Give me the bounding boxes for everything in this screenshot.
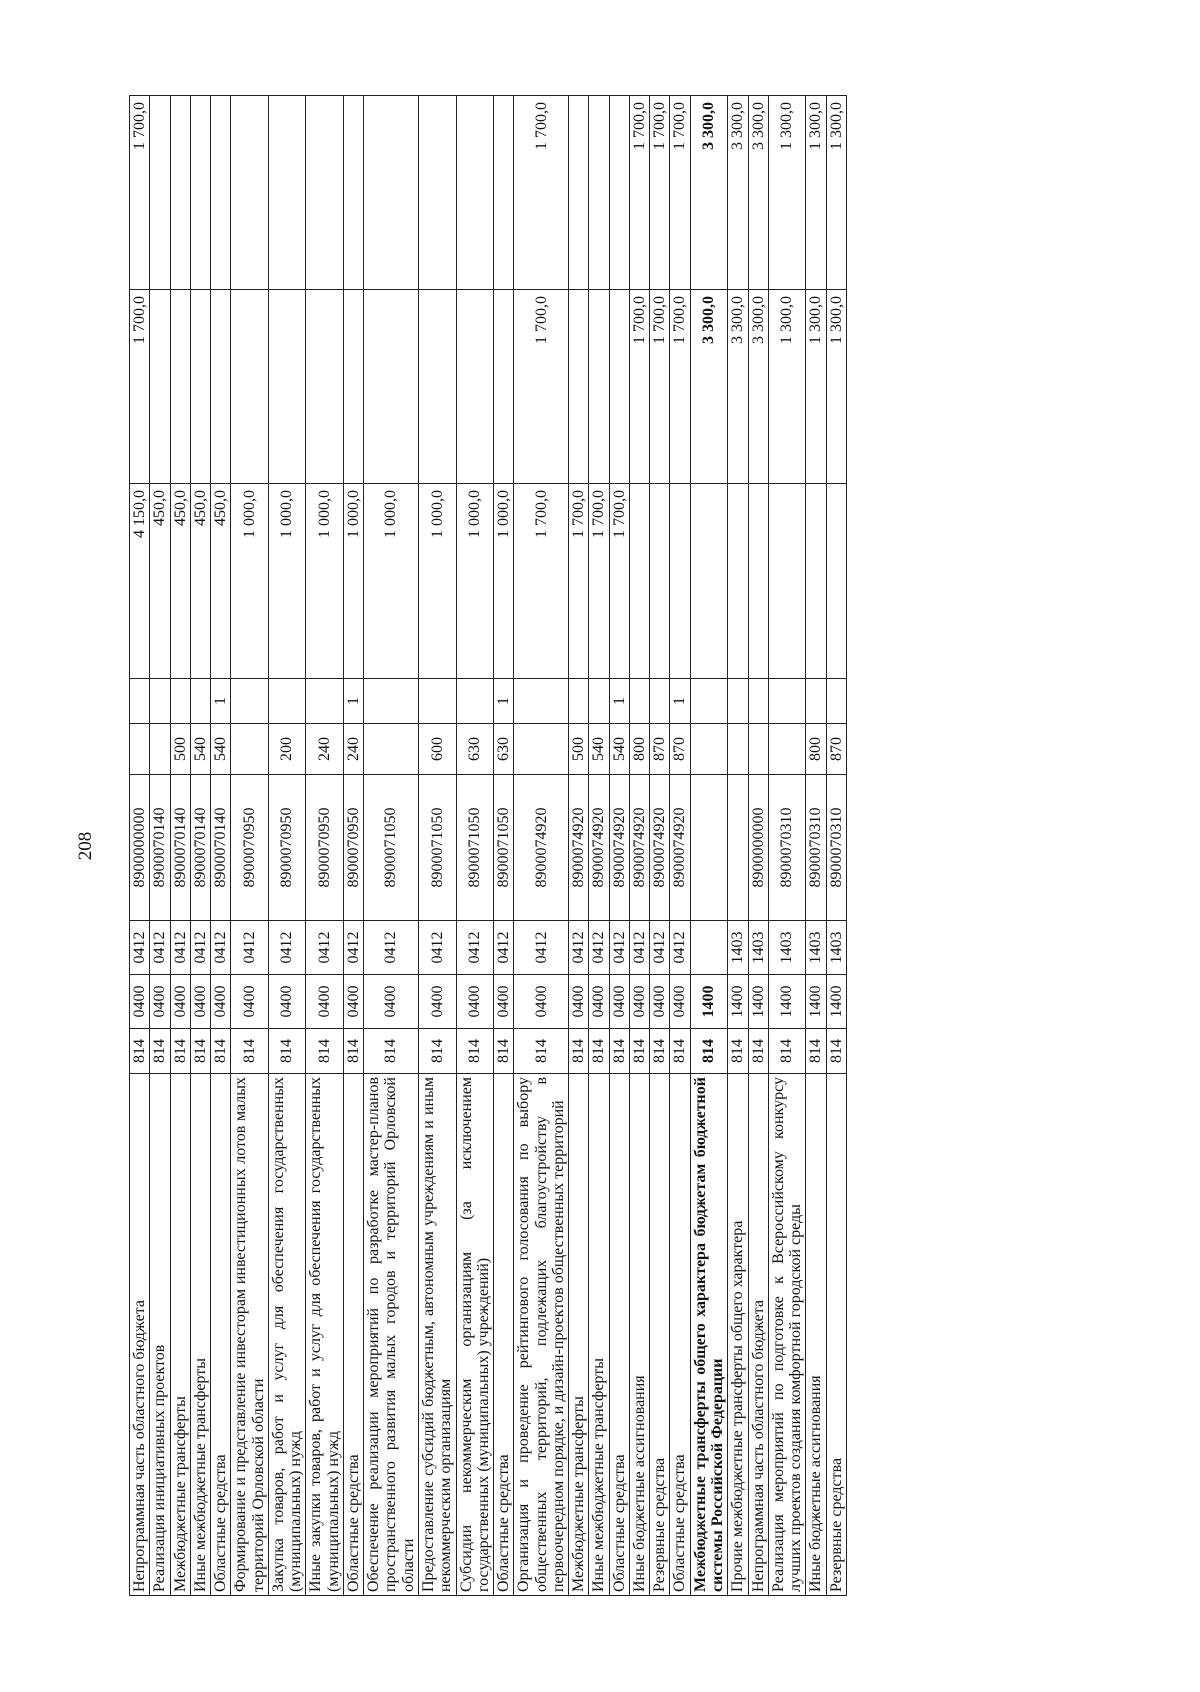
cell-name: Иные бюджетные ассигнования bbox=[806, 1074, 826, 1596]
cell-sum-2 bbox=[494, 290, 514, 484]
cell-sum-2 bbox=[231, 290, 269, 484]
cell-k bbox=[456, 679, 494, 724]
cell-vr: 240 bbox=[343, 724, 363, 775]
table-row bbox=[130, 96, 150, 1596]
cell-csr: 8900074920 bbox=[609, 775, 629, 921]
cell-vr: 240 bbox=[306, 724, 344, 775]
cell-sum-3: 1 300,0 bbox=[826, 96, 846, 290]
cell-k bbox=[768, 679, 806, 724]
cell-vr bbox=[690, 724, 728, 775]
cell-csr: 8900074920 bbox=[589, 775, 609, 921]
cell-name: Межбюджетные трансферты bbox=[569, 1074, 589, 1596]
table-row bbox=[806, 96, 826, 1596]
table-row bbox=[514, 96, 569, 1596]
cell-rz: 0400 bbox=[343, 975, 363, 1029]
cell-pr: 0412 bbox=[418, 921, 456, 975]
cell-vr: 500 bbox=[170, 724, 190, 775]
cell-csr: 8900000000 bbox=[748, 775, 768, 921]
table-row bbox=[728, 96, 748, 1596]
cell-rz: 0400 bbox=[190, 975, 210, 1029]
cell-rz: 0400 bbox=[170, 975, 190, 1029]
cell-gr: 814 bbox=[150, 1029, 170, 1074]
cell-rz: 0400 bbox=[364, 975, 419, 1029]
cell-name: Межбюджетные трансферты общего характера бюджетам бюджетной системы Российской Федерации bbox=[690, 1074, 728, 1596]
cell-sum-2 bbox=[343, 290, 363, 484]
rotated-table-wrapper bbox=[129, 96, 1064, 1596]
cell-name: Областные средства bbox=[343, 1074, 363, 1596]
cell-vr: 540 bbox=[609, 724, 629, 775]
cell-vr: 200 bbox=[268, 724, 306, 775]
table-row bbox=[670, 96, 690, 1596]
cell-pr bbox=[690, 921, 728, 975]
cell-k bbox=[514, 679, 569, 724]
cell-sum-3: 1 700,0 bbox=[130, 96, 150, 290]
cell-pr: 0412 bbox=[268, 921, 306, 975]
cell-k bbox=[231, 679, 269, 724]
cell-csr: 8900070140 bbox=[211, 775, 231, 921]
cell-name: Реализация мероприятий по подготовке к Всероссийскому конкурсу лучших проектов создания комфортной городской среды bbox=[768, 1074, 806, 1596]
cell-vr: 540 bbox=[211, 724, 231, 775]
cell-csr: 8900070950 bbox=[306, 775, 344, 921]
cell-pr: 0412 bbox=[150, 921, 170, 975]
cell-vr: 540 bbox=[589, 724, 609, 775]
table-row bbox=[418, 96, 456, 1596]
cell-name: Резервные средства bbox=[826, 1074, 846, 1596]
cell-sum-2 bbox=[569, 290, 589, 484]
cell-rz: 0400 bbox=[494, 975, 514, 1029]
cell-sum-2 bbox=[589, 290, 609, 484]
cell-vr: 600 bbox=[418, 724, 456, 775]
cell-name: Межбюджетные трансферты bbox=[170, 1074, 190, 1596]
cell-sum-1 bbox=[768, 484, 806, 679]
cell-csr: 8900070950 bbox=[231, 775, 269, 921]
cell-sum-1 bbox=[670, 484, 690, 679]
cell-sum-3: 1 700,0 bbox=[650, 96, 670, 290]
cell-k: 1 bbox=[670, 679, 690, 724]
cell-sum-2 bbox=[170, 290, 190, 484]
cell-pr: 0412 bbox=[670, 921, 690, 975]
cell-sum-2: 1 300,0 bbox=[826, 290, 846, 484]
cell-sum-1: 1 000,0 bbox=[418, 484, 456, 679]
cell-vr: 630 bbox=[456, 724, 494, 775]
cell-name: Обеспечение реализации мероприятий по разработке мастер-планов пространственного развития малых городов и территорий Орловской области bbox=[364, 1074, 419, 1596]
cell-gr: 814 bbox=[306, 1029, 344, 1074]
cell-sum-1: 1 700,0 bbox=[569, 484, 589, 679]
cell-sum-1: 1 000,0 bbox=[364, 484, 419, 679]
table-row bbox=[190, 96, 210, 1596]
cell-pr: 1403 bbox=[806, 921, 826, 975]
cell-rz: 0400 bbox=[268, 975, 306, 1029]
cell-pr: 0412 bbox=[231, 921, 269, 975]
table-row bbox=[748, 96, 768, 1596]
cell-vr bbox=[130, 724, 150, 775]
cell-rz: 0400 bbox=[456, 975, 494, 1029]
cell-rz: 0400 bbox=[306, 975, 344, 1029]
cell-pr: 0412 bbox=[343, 921, 363, 975]
cell-sum-1: 1 700,0 bbox=[514, 484, 569, 679]
cell-sum-2: 3 300,0 bbox=[728, 290, 748, 484]
cell-k: 1 bbox=[609, 679, 629, 724]
cell-gr: 814 bbox=[690, 1029, 728, 1074]
cell-pr: 0412 bbox=[514, 921, 569, 975]
cell-sum-3 bbox=[306, 96, 344, 290]
table-row bbox=[456, 96, 494, 1596]
cell-pr: 0412 bbox=[211, 921, 231, 975]
cell-rz: 0400 bbox=[130, 975, 150, 1029]
table-row bbox=[231, 96, 269, 1596]
cell-rz: 0400 bbox=[514, 975, 569, 1029]
cell-csr: 8900070140 bbox=[190, 775, 210, 921]
cell-k bbox=[728, 679, 748, 724]
cell-sum-3 bbox=[268, 96, 306, 290]
table-row bbox=[629, 96, 649, 1596]
cell-vr bbox=[514, 724, 569, 775]
cell-k: 1 bbox=[211, 679, 231, 724]
cell-sum-3 bbox=[170, 96, 190, 290]
cell-sum-3 bbox=[609, 96, 629, 290]
cell-k bbox=[190, 679, 210, 724]
cell-sum-2 bbox=[609, 290, 629, 484]
cell-sum-2: 1 700,0 bbox=[650, 290, 670, 484]
cell-rz: 0400 bbox=[150, 975, 170, 1029]
cell-sum-1 bbox=[806, 484, 826, 679]
cell-rz: 0400 bbox=[569, 975, 589, 1029]
cell-name: Субсидии некоммерческим организациям (за исключением государственных (муниципальных) учреждений) bbox=[456, 1074, 494, 1596]
cell-vr: 800 bbox=[629, 724, 649, 775]
cell-pr: 0412 bbox=[364, 921, 419, 975]
cell-pr: 1403 bbox=[826, 921, 846, 975]
cell-sum-3: 1 700,0 bbox=[514, 96, 569, 290]
cell-name: Реализация инициативных проектов bbox=[150, 1074, 170, 1596]
cell-k bbox=[650, 679, 670, 724]
cell-sum-1: 1 000,0 bbox=[306, 484, 344, 679]
cell-pr: 0412 bbox=[494, 921, 514, 975]
cell-gr: 814 bbox=[806, 1029, 826, 1074]
cell-rz: 1400 bbox=[826, 975, 846, 1029]
cell-gr: 814 bbox=[418, 1029, 456, 1074]
cell-sum-3 bbox=[456, 96, 494, 290]
cell-sum-1: 1 000,0 bbox=[343, 484, 363, 679]
table-row bbox=[150, 96, 170, 1596]
cell-pr: 0412 bbox=[569, 921, 589, 975]
cell-vr: 870 bbox=[650, 724, 670, 775]
cell-sum-2: 3 300,0 bbox=[690, 290, 728, 484]
cell-k bbox=[748, 679, 768, 724]
cell-pr: 0412 bbox=[306, 921, 344, 975]
cell-sum-2: 1 700,0 bbox=[130, 290, 150, 484]
cell-vr bbox=[748, 724, 768, 775]
cell-sum-1: 1 000,0 bbox=[231, 484, 269, 679]
cell-k bbox=[268, 679, 306, 724]
cell-name: Областные средства bbox=[494, 1074, 514, 1596]
cell-sum-3: 3 300,0 bbox=[690, 96, 728, 290]
cell-name: Прочие межбюджетные трансферты общего характера bbox=[728, 1074, 748, 1596]
cell-csr: 8900000000 bbox=[130, 775, 150, 921]
cell-pr: 0412 bbox=[456, 921, 494, 975]
cell-gr: 814 bbox=[768, 1029, 806, 1074]
cell-name: Иные межбюджетные трансферты bbox=[589, 1074, 609, 1596]
cell-k bbox=[306, 679, 344, 724]
table-row bbox=[211, 96, 231, 1596]
cell-sum-2: 3 300,0 bbox=[748, 290, 768, 484]
cell-pr: 1403 bbox=[748, 921, 768, 975]
cell-rz: 0400 bbox=[629, 975, 649, 1029]
cell-gr: 814 bbox=[728, 1029, 748, 1074]
cell-sum-1: 450,0 bbox=[150, 484, 170, 679]
cell-gr: 814 bbox=[456, 1029, 494, 1074]
cell-sum-2 bbox=[456, 290, 494, 484]
cell-sum-2 bbox=[418, 290, 456, 484]
cell-sum-2 bbox=[150, 290, 170, 484]
table-row bbox=[589, 96, 609, 1596]
cell-k: 1 bbox=[494, 679, 514, 724]
cell-sum-2: 1 700,0 bbox=[514, 290, 569, 484]
cell-sum-3: 3 300,0 bbox=[748, 96, 768, 290]
cell-csr: 8900070140 bbox=[170, 775, 190, 921]
cell-sum-2: 1 300,0 bbox=[768, 290, 806, 484]
cell-rz: 0400 bbox=[231, 975, 269, 1029]
cell-rz: 0400 bbox=[418, 975, 456, 1029]
cell-k bbox=[826, 679, 846, 724]
cell-vr: 540 bbox=[190, 724, 210, 775]
table-row bbox=[826, 96, 846, 1596]
cell-sum-1: 1 700,0 bbox=[609, 484, 629, 679]
cell-rz: 0400 bbox=[670, 975, 690, 1029]
cell-sum-3: 1 300,0 bbox=[768, 96, 806, 290]
cell-gr: 814 bbox=[231, 1029, 269, 1074]
cell-sum-2 bbox=[306, 290, 344, 484]
cell-name: Непрограммная часть областного бюджета bbox=[748, 1074, 768, 1596]
table-row bbox=[268, 96, 306, 1596]
cell-sum-3 bbox=[211, 96, 231, 290]
cell-gr: 814 bbox=[670, 1029, 690, 1074]
cell-sum-3 bbox=[150, 96, 170, 290]
cell-csr: 8900071050 bbox=[456, 775, 494, 921]
cell-k bbox=[130, 679, 150, 724]
cell-k bbox=[806, 679, 826, 724]
cell-rz: 1400 bbox=[690, 975, 728, 1029]
cell-sum-2: 1 700,0 bbox=[670, 290, 690, 484]
cell-csr: 8900074920 bbox=[650, 775, 670, 921]
cell-sum-1: 1 000,0 bbox=[456, 484, 494, 679]
cell-csr: 8900070310 bbox=[826, 775, 846, 921]
cell-gr: 814 bbox=[650, 1029, 670, 1074]
cell-csr bbox=[728, 775, 748, 921]
cell-sum-3 bbox=[190, 96, 210, 290]
cell-vr bbox=[768, 724, 806, 775]
cell-sum-2: 1 300,0 bbox=[806, 290, 826, 484]
cell-sum-3 bbox=[343, 96, 363, 290]
cell-sum-3 bbox=[589, 96, 609, 290]
cell-sum-2 bbox=[268, 290, 306, 484]
cell-sum-1: 4 150,0 bbox=[130, 484, 150, 679]
cell-name: Областные средства bbox=[609, 1074, 629, 1596]
cell-name: Иные межбюджетные трансферты bbox=[190, 1074, 210, 1596]
cell-sum-3 bbox=[231, 96, 269, 290]
cell-sum-1 bbox=[650, 484, 670, 679]
cell-rz: 0400 bbox=[589, 975, 609, 1029]
cell-csr: 8900070950 bbox=[268, 775, 306, 921]
cell-k bbox=[170, 679, 190, 724]
cell-sum-2 bbox=[211, 290, 231, 484]
cell-name: Областные средства bbox=[211, 1074, 231, 1596]
cell-csr: 8900074920 bbox=[670, 775, 690, 921]
table-row bbox=[494, 96, 514, 1596]
cell-sum-1: 450,0 bbox=[190, 484, 210, 679]
cell-vr bbox=[231, 724, 269, 775]
table-row bbox=[364, 96, 419, 1596]
cell-csr: 8900070140 bbox=[150, 775, 170, 921]
cell-sum-3 bbox=[494, 96, 514, 290]
table-row bbox=[306, 96, 344, 1596]
page-number: 208 bbox=[75, 831, 96, 861]
table-row bbox=[569, 96, 589, 1596]
cell-csr: 8900074920 bbox=[514, 775, 569, 921]
cell-gr: 814 bbox=[268, 1029, 306, 1074]
cell-sum-1 bbox=[826, 484, 846, 679]
cell-name: Иные закупки товаров, работ и услуг для обеспечения государственных (муниципальных) нужд bbox=[306, 1074, 344, 1596]
cell-rz: 1400 bbox=[728, 975, 748, 1029]
cell-sum-1: 1 000,0 bbox=[268, 484, 306, 679]
cell-vr: 800 bbox=[806, 724, 826, 775]
cell-rz: 1400 bbox=[748, 975, 768, 1029]
cell-pr: 0412 bbox=[190, 921, 210, 975]
cell-pr: 0412 bbox=[609, 921, 629, 975]
cell-sum-2 bbox=[190, 290, 210, 484]
cell-csr: 8900071050 bbox=[494, 775, 514, 921]
cell-sum-3: 1 300,0 bbox=[806, 96, 826, 290]
cell-gr: 814 bbox=[609, 1029, 629, 1074]
cell-k bbox=[589, 679, 609, 724]
cell-csr: 8900074920 bbox=[629, 775, 649, 921]
cell-k bbox=[690, 679, 728, 724]
cell-vr: 500 bbox=[569, 724, 589, 775]
table-row bbox=[343, 96, 363, 1596]
cell-sum-3: 1 700,0 bbox=[670, 96, 690, 290]
cell-sum-3 bbox=[569, 96, 589, 290]
cell-rz: 1400 bbox=[768, 975, 806, 1029]
cell-gr: 814 bbox=[514, 1029, 569, 1074]
cell-k bbox=[150, 679, 170, 724]
cell-csr: 8900070310 bbox=[768, 775, 806, 921]
budget-table bbox=[129, 95, 847, 1596]
cell-gr: 814 bbox=[589, 1029, 609, 1074]
budget-table-body bbox=[130, 96, 847, 1596]
cell-sum-3: 3 300,0 bbox=[728, 96, 748, 290]
cell-sum-2: 1 700,0 bbox=[629, 290, 649, 484]
cell-sum-1 bbox=[690, 484, 728, 679]
cell-name: Непрограммная часть областного бюджета bbox=[130, 1074, 150, 1596]
cell-sum-3: 1 700,0 bbox=[629, 96, 649, 290]
cell-k bbox=[418, 679, 456, 724]
cell-sum-1 bbox=[728, 484, 748, 679]
cell-gr: 814 bbox=[569, 1029, 589, 1074]
cell-rz: 0400 bbox=[211, 975, 231, 1029]
cell-k bbox=[629, 679, 649, 724]
cell-gr: 814 bbox=[494, 1029, 514, 1074]
cell-gr: 814 bbox=[130, 1029, 150, 1074]
cell-rz: 0400 bbox=[650, 975, 670, 1029]
cell-name: Закупка товаров, работ и услуг для обеспечения государственных (муниципальных) нужд bbox=[268, 1074, 306, 1596]
table-row bbox=[768, 96, 806, 1596]
cell-gr: 814 bbox=[364, 1029, 419, 1074]
cell-name: Резервные средства bbox=[650, 1074, 670, 1596]
cell-sum-1: 1 000,0 bbox=[494, 484, 514, 679]
cell-vr bbox=[728, 724, 748, 775]
table-row bbox=[690, 96, 728, 1596]
table-row bbox=[650, 96, 670, 1596]
cell-csr: 8900070310 bbox=[806, 775, 826, 921]
cell-vr: 630 bbox=[494, 724, 514, 775]
cell-vr bbox=[364, 724, 419, 775]
cell-k bbox=[364, 679, 419, 724]
cell-sum-1 bbox=[629, 484, 649, 679]
cell-csr: 8900070950 bbox=[343, 775, 363, 921]
cell-k bbox=[569, 679, 589, 724]
cell-name: Предоставление субсидий бюджетным, автономным учреждениям и иным некоммерческим организациям bbox=[418, 1074, 456, 1596]
cell-name: Областные средства bbox=[670, 1074, 690, 1596]
cell-gr: 814 bbox=[826, 1029, 846, 1074]
cell-csr: 8900071050 bbox=[418, 775, 456, 921]
cell-pr: 1403 bbox=[728, 921, 748, 975]
cell-gr: 814 bbox=[170, 1029, 190, 1074]
cell-rz: 1400 bbox=[806, 975, 826, 1029]
cell-gr: 814 bbox=[343, 1029, 363, 1074]
cell-csr: 8900071050 bbox=[364, 775, 419, 921]
cell-pr: 0412 bbox=[650, 921, 670, 975]
table-row bbox=[170, 96, 190, 1596]
cell-pr: 0412 bbox=[170, 921, 190, 975]
cell-pr: 0412 bbox=[589, 921, 609, 975]
cell-gr: 814 bbox=[748, 1029, 768, 1074]
cell-k: 1 bbox=[343, 679, 363, 724]
cell-pr: 1403 bbox=[768, 921, 806, 975]
cell-gr: 814 bbox=[211, 1029, 231, 1074]
cell-vr: 870 bbox=[826, 724, 846, 775]
table-row bbox=[609, 96, 629, 1596]
cell-name: Иные бюджетные ассигнования bbox=[629, 1074, 649, 1596]
cell-pr: 0412 bbox=[130, 921, 150, 975]
cell-pr: 0412 bbox=[629, 921, 649, 975]
cell-sum-1: 450,0 bbox=[170, 484, 190, 679]
cell-csr: 8900074920 bbox=[569, 775, 589, 921]
cell-csr bbox=[690, 775, 728, 921]
cell-gr: 814 bbox=[190, 1029, 210, 1074]
cell-vr: 870 bbox=[670, 724, 690, 775]
cell-sum-1: 1 700,0 bbox=[589, 484, 609, 679]
cell-sum-2 bbox=[364, 290, 419, 484]
cell-sum-3 bbox=[364, 96, 419, 290]
cell-gr: 814 bbox=[629, 1029, 649, 1074]
cell-sum-1 bbox=[748, 484, 768, 679]
cell-sum-1: 450,0 bbox=[211, 484, 231, 679]
cell-vr bbox=[150, 724, 170, 775]
cell-rz: 0400 bbox=[609, 975, 629, 1029]
cell-name: Формирование и представление инвесторам инвестиционных лотов малых территорий Орловской области bbox=[231, 1074, 269, 1596]
cell-sum-3 bbox=[418, 96, 456, 290]
cell-name: Организация и проведение рейтингового голосования по выбору общественных территорий, подлежащих благоустройству в первоочередном порядке, и дизайн-проектов общественных территорий bbox=[514, 1074, 569, 1596]
